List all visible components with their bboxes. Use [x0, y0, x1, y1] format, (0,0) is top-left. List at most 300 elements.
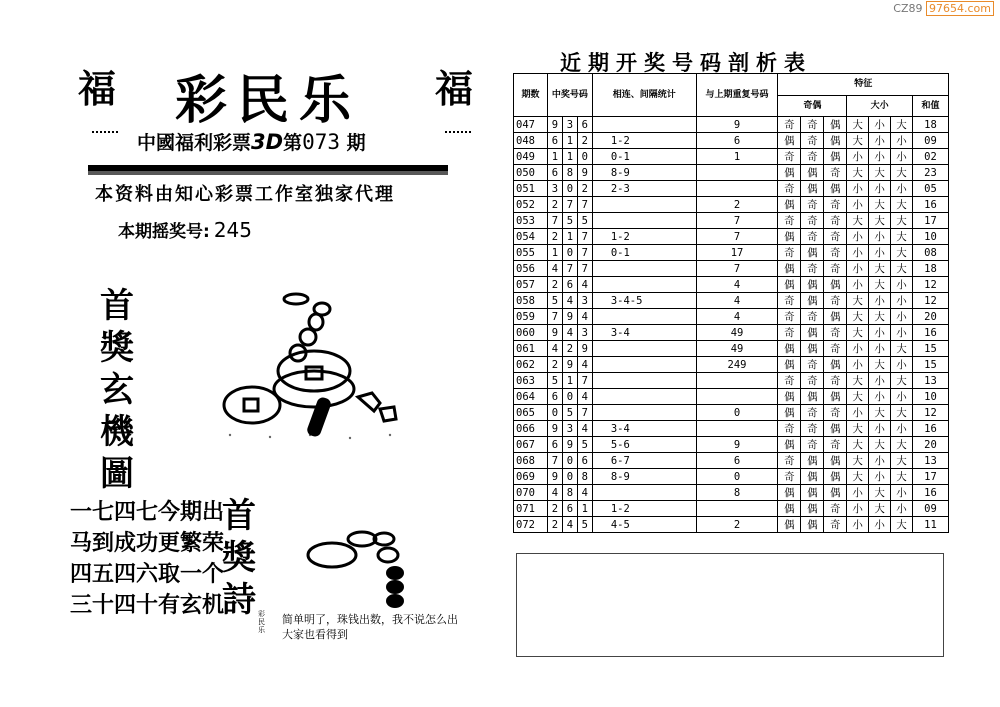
- cell-sum: 12: [912, 277, 948, 293]
- header-feature: 特征: [778, 74, 949, 96]
- cell-oe-3: 偶: [824, 485, 847, 501]
- dust-dot: [309, 434, 311, 436]
- cell-digit-1: 2: [547, 501, 562, 517]
- cell-oe-3: 偶: [824, 389, 847, 405]
- cell-oe-3: 奇: [824, 341, 847, 357]
- table-row: [514, 357, 949, 373]
- table-row: [514, 245, 949, 261]
- cell-bs-3: 大: [891, 405, 913, 421]
- coin-left-square-shape: [244, 399, 258, 411]
- cell-sum: 02: [912, 149, 948, 165]
- cell-issue: 060: [514, 325, 548, 341]
- cell-digit-1: 2: [547, 229, 562, 245]
- cell-bs-1: 小: [847, 245, 869, 261]
- cell-bs-2: 小: [869, 133, 891, 149]
- cell-digit-2: 0: [562, 181, 577, 197]
- table-row: [514, 165, 949, 181]
- table-row: [514, 277, 949, 293]
- table-row: [514, 133, 949, 149]
- cell-bs-3: 大: [891, 469, 913, 485]
- dust-dot: [389, 434, 391, 436]
- cell-digit-2: 0: [562, 245, 577, 261]
- cell-digit-3: 5: [577, 213, 592, 229]
- cell-oe-2: 偶: [801, 501, 824, 517]
- cell-digit-1: 6: [547, 437, 562, 453]
- cell-oe-2: 偶: [801, 517, 824, 533]
- table-title: 近期开奖号码剖析表: [560, 50, 812, 75]
- draw-label: 本期摇奖号:: [118, 222, 210, 242]
- cell-oe-2: 奇: [801, 133, 824, 149]
- cell-issue: 049: [514, 149, 548, 165]
- cell-repeat: 0: [696, 469, 778, 485]
- cell-issue: 058: [514, 293, 548, 309]
- analysis-table: [513, 73, 949, 533]
- cell-digit-1: 7: [547, 213, 562, 229]
- cell-digit-3: 3: [577, 325, 592, 341]
- cell-issue: 059: [514, 309, 548, 325]
- cell-digit-2: 5: [562, 213, 577, 229]
- cell-bs-3: 小: [891, 357, 913, 373]
- cell-bs-3: 大: [891, 197, 913, 213]
- cell-issue: 051: [514, 181, 548, 197]
- bead-filled-shape: [386, 594, 404, 608]
- cell-adjacent: 8-9: [592, 165, 696, 181]
- cell-issue: 054: [514, 229, 548, 245]
- cell-bs-3: 大: [891, 261, 913, 277]
- cell-repeat: [696, 165, 778, 181]
- fu-right: 福: [435, 66, 474, 111]
- cell-oe-1: 奇: [778, 373, 801, 389]
- cell-bs-3: 大: [891, 165, 913, 181]
- cell-bs-1: 小: [847, 181, 869, 197]
- cell-digit-1: 9: [547, 117, 562, 133]
- cell-oe-1: 奇: [778, 469, 801, 485]
- cell-digit-3: 4: [577, 277, 592, 293]
- cell-adjacent: 1-2: [592, 133, 696, 149]
- cell-bs-3: 小: [891, 309, 913, 325]
- cell-oe-2: 奇: [801, 117, 824, 133]
- coin-base-shape: [274, 371, 354, 407]
- cell-repeat: 49: [696, 325, 778, 341]
- cell-digit-2: 1: [562, 133, 577, 149]
- cell-oe-1: 偶: [778, 517, 801, 533]
- cell-oe-1: 奇: [778, 213, 801, 229]
- cell-oe-2: 偶: [801, 181, 824, 197]
- cell-digit-3: 7: [577, 261, 592, 277]
- cell-bs-1: 大: [847, 469, 869, 485]
- cell-oe-1: 偶: [778, 229, 801, 245]
- cell-digit-2: 3: [562, 421, 577, 437]
- brand-title: 彩民乐: [175, 70, 362, 131]
- poem-line: 一七四七今期出: [70, 500, 225, 525]
- cell-sum: 12: [912, 405, 948, 421]
- issue-qi: 期: [346, 132, 366, 154]
- cell-bs-3: 大: [891, 437, 913, 453]
- cell-bs-2: 小: [869, 149, 891, 165]
- cell-sum: 23: [912, 165, 948, 181]
- cell-adjacent: 2-3: [592, 181, 696, 197]
- cell-digit-1: 2: [547, 357, 562, 373]
- cell-bs-1: 大: [847, 453, 869, 469]
- cell-digit-3: 4: [577, 485, 592, 501]
- cell-digit-2: 0: [562, 453, 577, 469]
- cell-oe-3: 奇: [824, 293, 847, 309]
- cell-bs-1: 大: [847, 325, 869, 341]
- cell-digit-2: 5: [562, 405, 577, 421]
- cell-digit-2: 4: [562, 293, 577, 309]
- cell-digit-2: 0: [562, 389, 577, 405]
- cell-bs-1: 小: [847, 405, 869, 421]
- cell-oe-2: 偶: [801, 277, 824, 293]
- dust-dot: [349, 437, 351, 439]
- cell-digit-1: 2: [547, 517, 562, 533]
- cell-bs-1: 小: [847, 149, 869, 165]
- cell-oe-1: 奇: [778, 293, 801, 309]
- cell-sum: 09: [912, 501, 948, 517]
- cell-digit-1: 5: [547, 293, 562, 309]
- cell-bs-2: 大: [869, 261, 891, 277]
- cell-repeat: 7: [696, 213, 778, 229]
- header-sum: 和值: [912, 95, 948, 117]
- cell-oe-3: 偶: [824, 357, 847, 373]
- cell-oe-1: 奇: [778, 181, 801, 197]
- table-row: [514, 517, 949, 533]
- cell-digit-3: 7: [577, 245, 592, 261]
- cell-adjacent: 1-2: [592, 229, 696, 245]
- cell-digit-3: 4: [577, 309, 592, 325]
- table-row: [514, 501, 949, 517]
- bead-filled-shape: [386, 566, 404, 580]
- table-row: [514, 117, 949, 133]
- cell-bs-2: 小: [869, 341, 891, 357]
- cell-repeat: 4: [696, 293, 778, 309]
- cell-oe-1: 偶: [778, 485, 801, 501]
- poem: [70, 497, 224, 621]
- cell-repeat: 7: [696, 261, 778, 277]
- cell-issue: 055: [514, 245, 548, 261]
- cell-adjacent: [592, 357, 696, 373]
- lottery-game: 3D: [251, 130, 284, 154]
- dust-dot: [269, 436, 271, 438]
- cell-oe-2: 偶: [801, 341, 824, 357]
- header-odd-even: 奇偶: [778, 95, 847, 117]
- cell-issue: 047: [514, 117, 548, 133]
- cell-oe-2: 奇: [801, 405, 824, 421]
- cell-bs-3: 小: [891, 133, 913, 149]
- poem-line: 四五四六取一个: [70, 562, 225, 587]
- cell-repeat: 2: [696, 197, 778, 213]
- cell-bs-2: 小: [869, 181, 891, 197]
- stacked-coins-shape: [306, 396, 333, 438]
- table-row: [514, 325, 949, 341]
- cell-bs-2: 大: [869, 437, 891, 453]
- lottery-issue-line: [137, 128, 366, 155]
- cell-sum: 09: [912, 133, 948, 149]
- cell-bs-3: 小: [891, 277, 913, 293]
- cell-adjacent: 0-1: [592, 149, 696, 165]
- cell-issue: 056: [514, 261, 548, 277]
- cell-adjacent: 8-9: [592, 469, 696, 485]
- cell-oe-1: 偶: [778, 437, 801, 453]
- cell-bs-1: 小: [847, 229, 869, 245]
- empty-box: [516, 553, 944, 657]
- cell-bs-1: 大: [847, 437, 869, 453]
- cell-oe-2: 奇: [801, 357, 824, 373]
- table-row: [514, 389, 949, 405]
- table-row: [514, 469, 949, 485]
- cell-digit-3: 5: [577, 517, 592, 533]
- cell-issue: 048: [514, 133, 548, 149]
- cell-bs-2: 小: [869, 325, 891, 341]
- cell-repeat: 1: [696, 149, 778, 165]
- draw-number-line: [118, 217, 252, 242]
- cell-oe-1: 偶: [778, 197, 801, 213]
- table-row: [514, 405, 949, 421]
- bead-filled-shape: [386, 580, 404, 594]
- table-row: [514, 437, 949, 453]
- cell-digit-3: 6: [577, 117, 592, 133]
- cell-digit-2: 4: [562, 517, 577, 533]
- cell-digit-2: 0: [562, 469, 577, 485]
- cell-bs-2: 小: [869, 421, 891, 437]
- table-row: [514, 453, 949, 469]
- cell-bs-1: 小: [847, 341, 869, 357]
- info-line: 本资料由知心彩票工作室独家代理: [95, 184, 395, 205]
- cell-oe-2: 偶: [801, 453, 824, 469]
- cell-bs-1: 大: [847, 389, 869, 405]
- table-row: [514, 373, 949, 389]
- cell-digit-3: 2: [577, 181, 592, 197]
- cell-sum: 18: [912, 117, 948, 133]
- cell-issue: 057: [514, 277, 548, 293]
- cell-digit-2: 6: [562, 501, 577, 517]
- cell-adjacent: [592, 261, 696, 277]
- cell-issue: 065: [514, 405, 548, 421]
- cell-repeat: 6: [696, 133, 778, 149]
- riddle-picture: [200, 285, 435, 445]
- cell-adjacent: [592, 341, 696, 357]
- cell-bs-3: 小: [891, 485, 913, 501]
- issue-di: 第: [283, 132, 303, 154]
- cell-bs-1: 小: [847, 517, 869, 533]
- table-row: [514, 421, 949, 437]
- cell-repeat: 7: [696, 229, 778, 245]
- cell-bs-1: 小: [847, 277, 869, 293]
- cell-issue: 050: [514, 165, 548, 181]
- cell-digit-3: 1: [577, 501, 592, 517]
- cell-adjacent: 0-1: [592, 245, 696, 261]
- cell-sum: 16: [912, 485, 948, 501]
- cell-repeat: 8: [696, 485, 778, 501]
- cell-oe-3: 奇: [824, 261, 847, 277]
- cell-oe-2: 奇: [801, 149, 824, 165]
- cell-digit-3: 7: [577, 405, 592, 421]
- cell-digit-1: 3: [547, 181, 562, 197]
- cell-bs-2: 大: [869, 165, 891, 181]
- cell-oe-1: 奇: [778, 309, 801, 325]
- cell-sum: 16: [912, 421, 948, 437]
- cell-repeat: [696, 421, 778, 437]
- cell-oe-2: 偶: [801, 325, 824, 341]
- cell-sum: 15: [912, 341, 948, 357]
- cell-digit-3: 9: [577, 341, 592, 357]
- cell-adjacent: [592, 197, 696, 213]
- divider-bar-shadow: [88, 170, 448, 175]
- cell-adjacent: [592, 277, 696, 293]
- cell-adjacent: [592, 389, 696, 405]
- cell-repeat: 49: [696, 341, 778, 357]
- cell-oe-3: 奇: [824, 245, 847, 261]
- table-row: [514, 309, 949, 325]
- cell-bs-2: 大: [869, 405, 891, 421]
- cell-sum: 08: [912, 245, 948, 261]
- table-row: [514, 181, 949, 197]
- cell-repeat: 4: [696, 277, 778, 293]
- cell-digit-2: 2: [562, 341, 577, 357]
- fu-left: 福: [78, 66, 117, 111]
- cell-digit-2: 9: [562, 437, 577, 453]
- cell-bs-2: 小: [869, 469, 891, 485]
- cell-digit-1: 2: [547, 277, 562, 293]
- cell-bs-3: 大: [891, 341, 913, 357]
- cell-oe-2: 偶: [801, 245, 824, 261]
- cell-digit-2: 3: [562, 117, 577, 133]
- cell-bs-3: 小: [891, 389, 913, 405]
- cell-digit-3: 9: [577, 165, 592, 181]
- header-repeat: 与上期重复号码: [696, 74, 778, 117]
- cell-bs-3: 小: [891, 181, 913, 197]
- cell-bs-2: 大: [869, 309, 891, 325]
- cell-oe-3: 奇: [824, 437, 847, 453]
- cell-issue: 070: [514, 485, 548, 501]
- cell-issue: 072: [514, 517, 548, 533]
- bead-shape: [284, 294, 308, 304]
- cell-oe-3: 奇: [824, 213, 847, 229]
- cell-digit-2: 9: [562, 309, 577, 325]
- cell-oe-1: 偶: [778, 501, 801, 517]
- cell-issue: 066: [514, 421, 548, 437]
- cell-bs-3: 小: [891, 325, 913, 341]
- piece-shape: [358, 393, 380, 411]
- cell-adjacent: [592, 485, 696, 501]
- cell-bs-2: 小: [869, 245, 891, 261]
- table-row: [514, 197, 949, 213]
- cell-digit-3: 7: [577, 197, 592, 213]
- cell-oe-1: 偶: [778, 165, 801, 181]
- cell-adjacent: [592, 309, 696, 325]
- coin-shape: [348, 532, 376, 546]
- cell-bs-2: 小: [869, 389, 891, 405]
- cell-repeat: [696, 373, 778, 389]
- cell-sum: 15: [912, 357, 948, 373]
- table-row: [514, 261, 949, 277]
- cell-digit-3: 8: [577, 469, 592, 485]
- cell-oe-2: 奇: [801, 373, 824, 389]
- table-body: [514, 117, 949, 533]
- poem-title: 首獎詩: [222, 496, 256, 620]
- cell-oe-3: 奇: [824, 197, 847, 213]
- cell-bs-2: 大: [869, 213, 891, 229]
- cell-digit-3: 4: [577, 357, 592, 373]
- cell-issue: 067: [514, 437, 548, 453]
- cell-bs-1: 小: [847, 485, 869, 501]
- cell-oe-2: 偶: [801, 485, 824, 501]
- cell-bs-3: 大: [891, 229, 913, 245]
- cell-digit-1: 2: [547, 197, 562, 213]
- cell-adjacent: 5-6: [592, 437, 696, 453]
- piece-shape: [380, 407, 396, 421]
- cell-oe-3: 偶: [824, 149, 847, 165]
- cell-bs-1: 小: [847, 197, 869, 213]
- cell-oe-2: 奇: [801, 437, 824, 453]
- cell-sum: 17: [912, 469, 948, 485]
- poem-line: 马到成功更繁荣: [70, 531, 225, 556]
- cell-bs-3: 大: [891, 245, 913, 261]
- cell-sum: 16: [912, 325, 948, 341]
- bead-shape: [309, 314, 323, 330]
- cell-bs-3: 小: [891, 421, 913, 437]
- cell-oe-1: 偶: [778, 389, 801, 405]
- cell-oe-3: 奇: [824, 325, 847, 341]
- cell-repeat: 2: [696, 517, 778, 533]
- cell-issue: 052: [514, 197, 548, 213]
- table-row: [514, 485, 949, 501]
- cell-oe-1: 奇: [778, 117, 801, 133]
- cell-oe-3: 偶: [824, 309, 847, 325]
- cell-bs-1: 大: [847, 165, 869, 181]
- coin-shape: [308, 543, 356, 567]
- header-big-small: 大小: [847, 95, 913, 117]
- cell-issue: 068: [514, 453, 548, 469]
- cell-oe-1: 奇: [778, 421, 801, 437]
- cell-digit-2: 6: [562, 277, 577, 293]
- cell-sum: 10: [912, 389, 948, 405]
- cell-oe-1: 奇: [778, 453, 801, 469]
- cell-digit-2: 8: [562, 485, 577, 501]
- cell-bs-3: 小: [891, 501, 913, 517]
- cell-oe-1: 奇: [778, 149, 801, 165]
- cell-oe-3: 偶: [824, 469, 847, 485]
- cell-bs-3: 大: [891, 373, 913, 389]
- cell-oe-3: 偶: [824, 133, 847, 149]
- cell-oe-3: 奇: [824, 501, 847, 517]
- cell-oe-3: 偶: [824, 453, 847, 469]
- table-row: [514, 341, 949, 357]
- cell-bs-3: 大: [891, 453, 913, 469]
- cell-oe-3: 偶: [824, 117, 847, 133]
- cell-adjacent: 3-4: [592, 325, 696, 341]
- cell-bs-3: 大: [891, 213, 913, 229]
- header-adjacent: 相连、间隔统计: [592, 74, 696, 117]
- cell-bs-2: 小: [869, 517, 891, 533]
- cell-digit-1: 9: [547, 469, 562, 485]
- cell-bs-1: 小: [847, 501, 869, 517]
- cell-oe-3: 偶: [824, 181, 847, 197]
- header-numbers: 中奖号码: [547, 74, 592, 117]
- cell-digit-2: 1: [562, 229, 577, 245]
- cell-digit-1: 5: [547, 373, 562, 389]
- cell-bs-2: 大: [869, 277, 891, 293]
- cell-adjacent: 1-2: [592, 501, 696, 517]
- cell-sum: 18: [912, 261, 948, 277]
- cell-bs-2: 大: [869, 501, 891, 517]
- cell-oe-3: 偶: [824, 421, 847, 437]
- cell-sum: 17: [912, 213, 948, 229]
- cell-sum: 20: [912, 437, 948, 453]
- cell-digit-3: 2: [577, 133, 592, 149]
- cell-sum: 13: [912, 453, 948, 469]
- cell-bs-2: 大: [869, 485, 891, 501]
